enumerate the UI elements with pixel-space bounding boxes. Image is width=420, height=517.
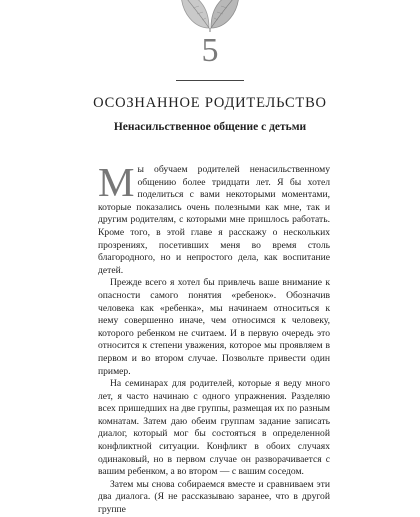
leaves-ornament-icon bbox=[175, 0, 245, 32]
chapter-title: ОСОЗНАННОЕ РОДИТЕЛЬСТВО bbox=[93, 95, 327, 111]
title-divider bbox=[176, 80, 244, 81]
body-paragraph: Затем мы снова собираемся вместе и сравниваем эти два диалога. (Я не рассказываю заранее, что в другой группе bbox=[98, 478, 330, 516]
chapter-number: 5 bbox=[201, 32, 219, 69]
chapter-subtitle: Ненасильственное общение с детьми bbox=[113, 121, 307, 133]
drop-cap: М bbox=[98, 159, 135, 205]
chapter-body bbox=[98, 159, 330, 517]
paragraph-text: ы обучаем родителей ненасильственному общению более тридцати лет. Я бы хотел поделиться с вами некоторыми моментами, которые показались очень полезными как мне, так и другим родителям, с которыми мне пришлось работать. Кроме того, в этой главе я расскажу о нескольких прозрениях, посетивших меня во время столь благородного, но и непростого дела, как воспитание детей. bbox=[98, 164, 330, 276]
body-paragraph: На семинарах для родителей, которые я веду много лет, я часто начинаю с одного упражнения. Разделяю всех пришедших на две группы, размещая их по разным комнатам. Затем даю обеим группам задание записать диалог, который мог бы состояться в определенной конфликтной ситуации. Конфликт в обоих случаях одинаковый, но в первом случае он разворачивается с вашим ребенком, а во втором — с вашим соседом. bbox=[98, 378, 330, 478]
body-paragraph bbox=[98, 159, 330, 277]
body-paragraph: Прежде всего я хотел бы привлечь ваше внимание к опасности самого понятия «ребенок». Обозначив человека как «ребенка», мы начинаем относиться к нему совершенно иначе, чем относимся к человеку, которого ребенком не считаем. И в первую очередь это относится к степени уважения, которое мы проявляем в первом и во втором случае. Позвольте привести один пример. bbox=[98, 277, 330, 377]
